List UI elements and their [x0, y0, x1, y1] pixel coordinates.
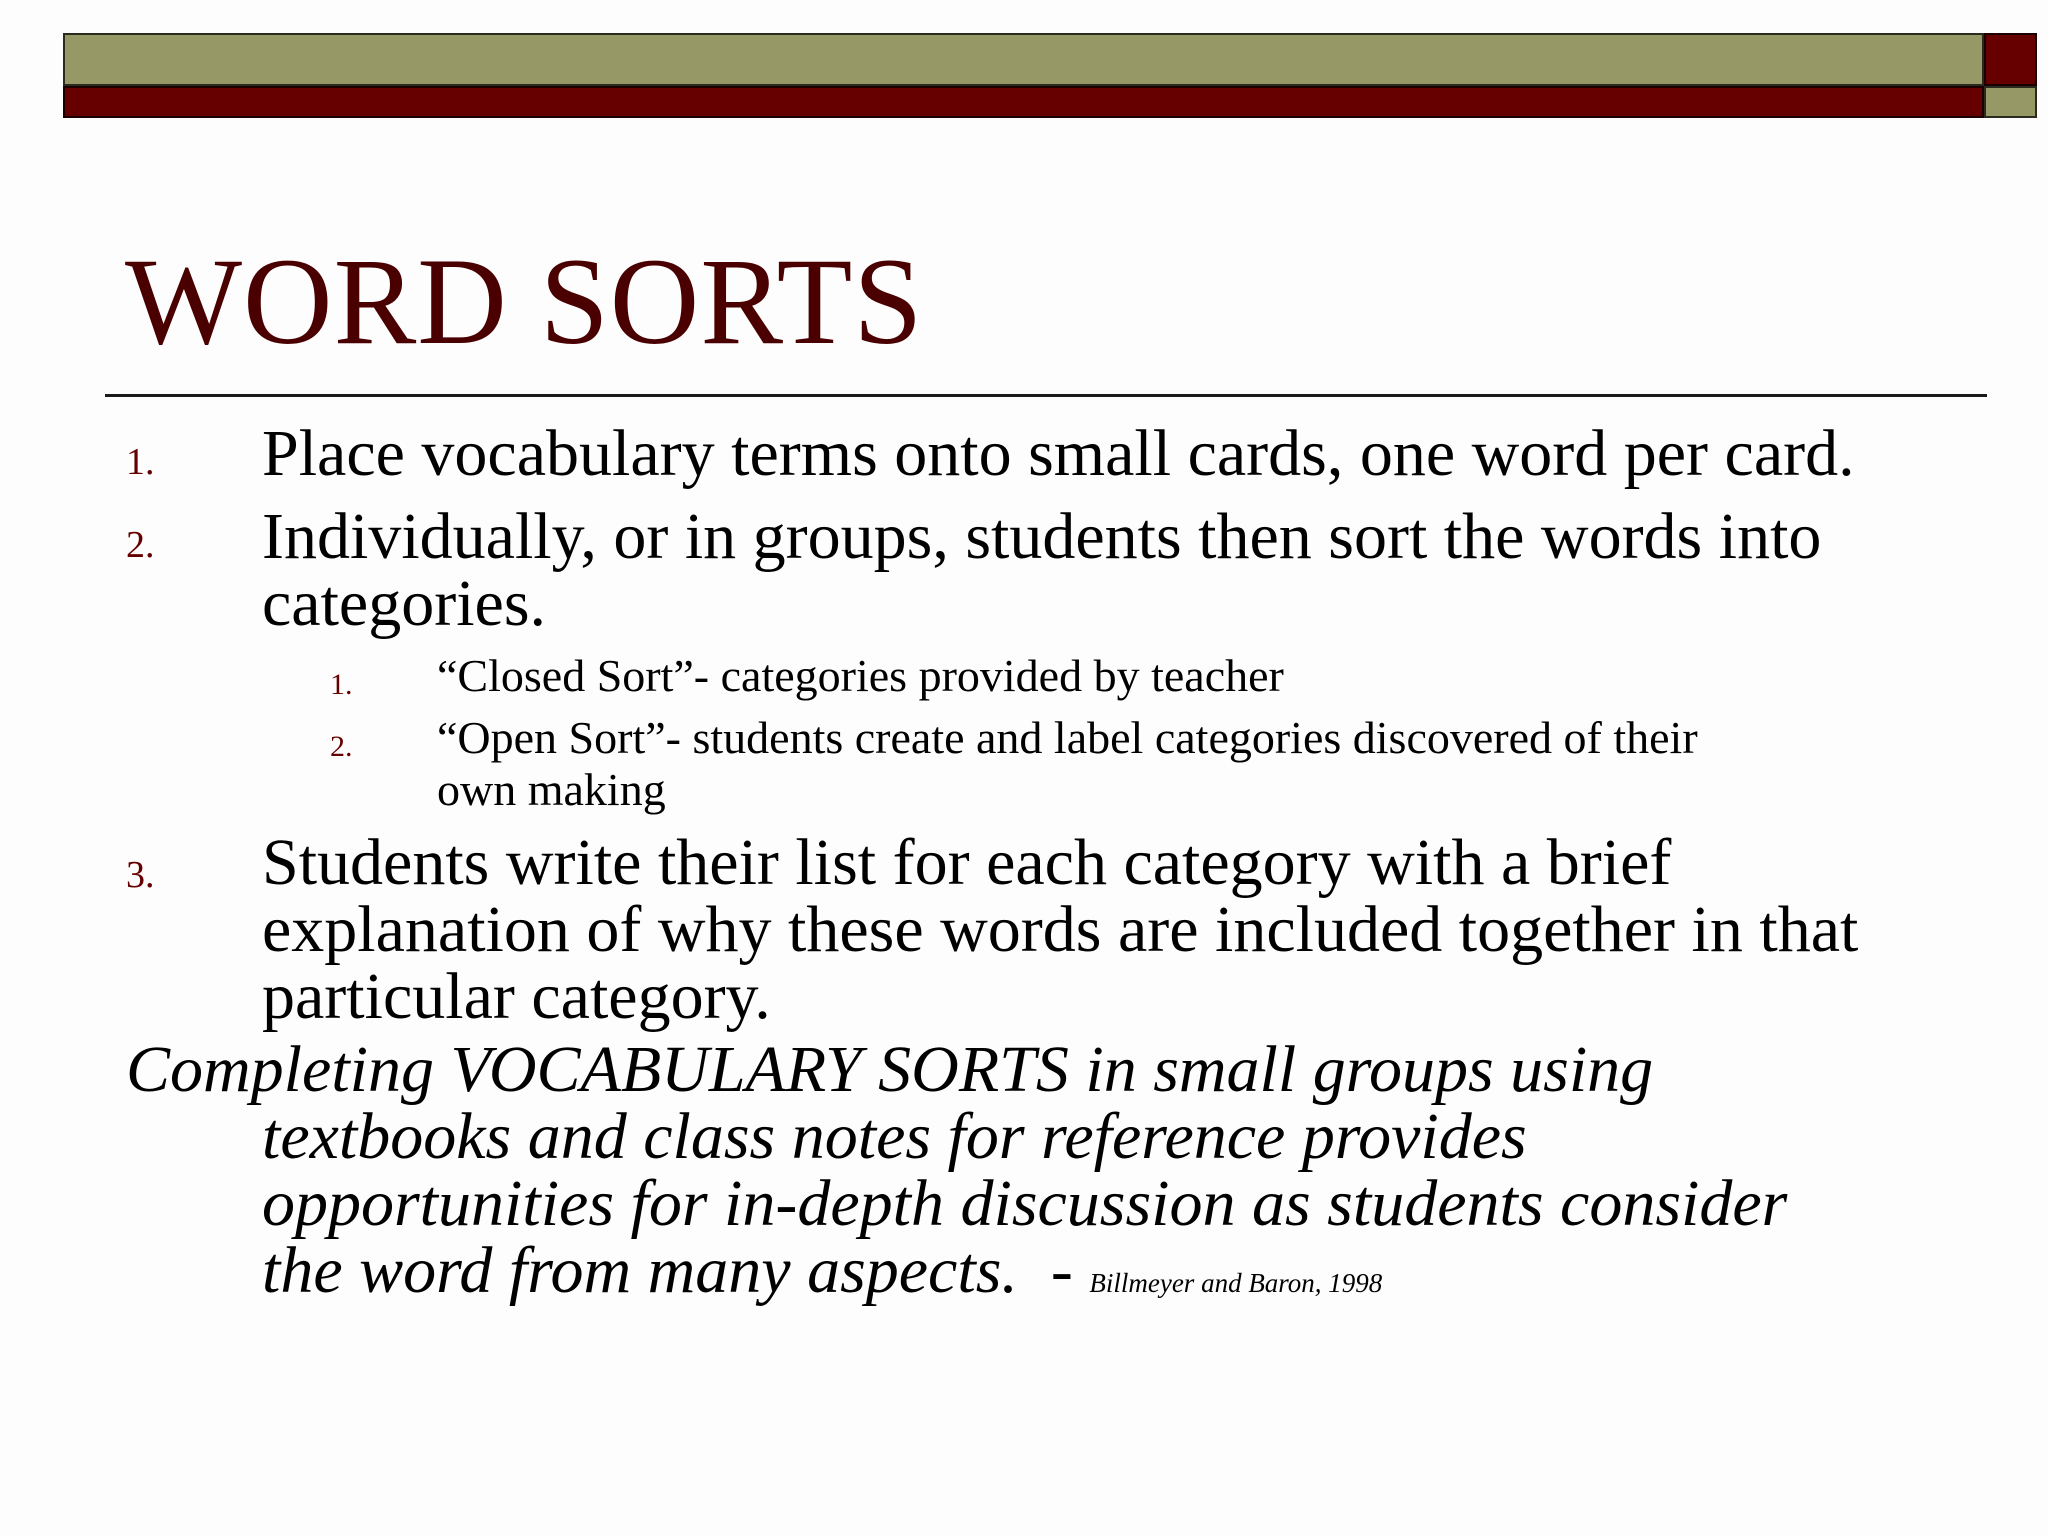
item-3-line-3: particular category.: [262, 960, 771, 1033]
item-1-number: 1.: [126, 441, 155, 483]
subitem-1-text: “Closed Sort”- categories provided by teacher: [437, 650, 1284, 701]
title-divider: [105, 394, 1987, 397]
item-2-line-2: categories.: [262, 567, 547, 640]
quote-citation: Billmeyer and Baron, 1998: [1089, 1268, 1383, 1298]
quote-line-1: Completing VOCABULARY SORTS in small groups using: [126, 1033, 1654, 1106]
quote-line-2: textbooks and class notes for reference provides: [262, 1100, 1527, 1173]
item-2-number: 2.: [126, 524, 155, 566]
item-3-line-1: Students write their list for each category with a brief: [262, 826, 1672, 899]
quote-line-4: [262, 1234, 1383, 1317]
header-maroon-bar: [63, 86, 1984, 118]
subitem-2-line-1: “Open Sort”- students create and label categories discovered of their: [437, 712, 1698, 763]
item-3-number: 3.: [126, 854, 155, 896]
item-1-text: Place vocabulary terms onto small cards, one word per card.: [262, 417, 1855, 490]
header-olive-square: [1984, 86, 2037, 118]
header-olive-bar: [63, 33, 1984, 86]
subitem-2-line-2: own making: [437, 764, 666, 815]
subitem-2-number: 2.: [330, 730, 353, 763]
subitem-1-number: 1.: [330, 668, 353, 701]
item-3-line-2: explanation of why these words are included together in that: [262, 893, 1859, 966]
slide-title: WORD SORTS: [125, 233, 924, 370]
quote-line-4-text: the word from many aspects. -: [262, 1234, 1090, 1307]
quote-line-3: opportunities for in-depth discussion as students consider: [262, 1167, 1788, 1240]
header-maroon-square: [1984, 33, 2037, 86]
item-2-line-1: Individually, or in groups, students then sort the words into: [262, 500, 1822, 573]
